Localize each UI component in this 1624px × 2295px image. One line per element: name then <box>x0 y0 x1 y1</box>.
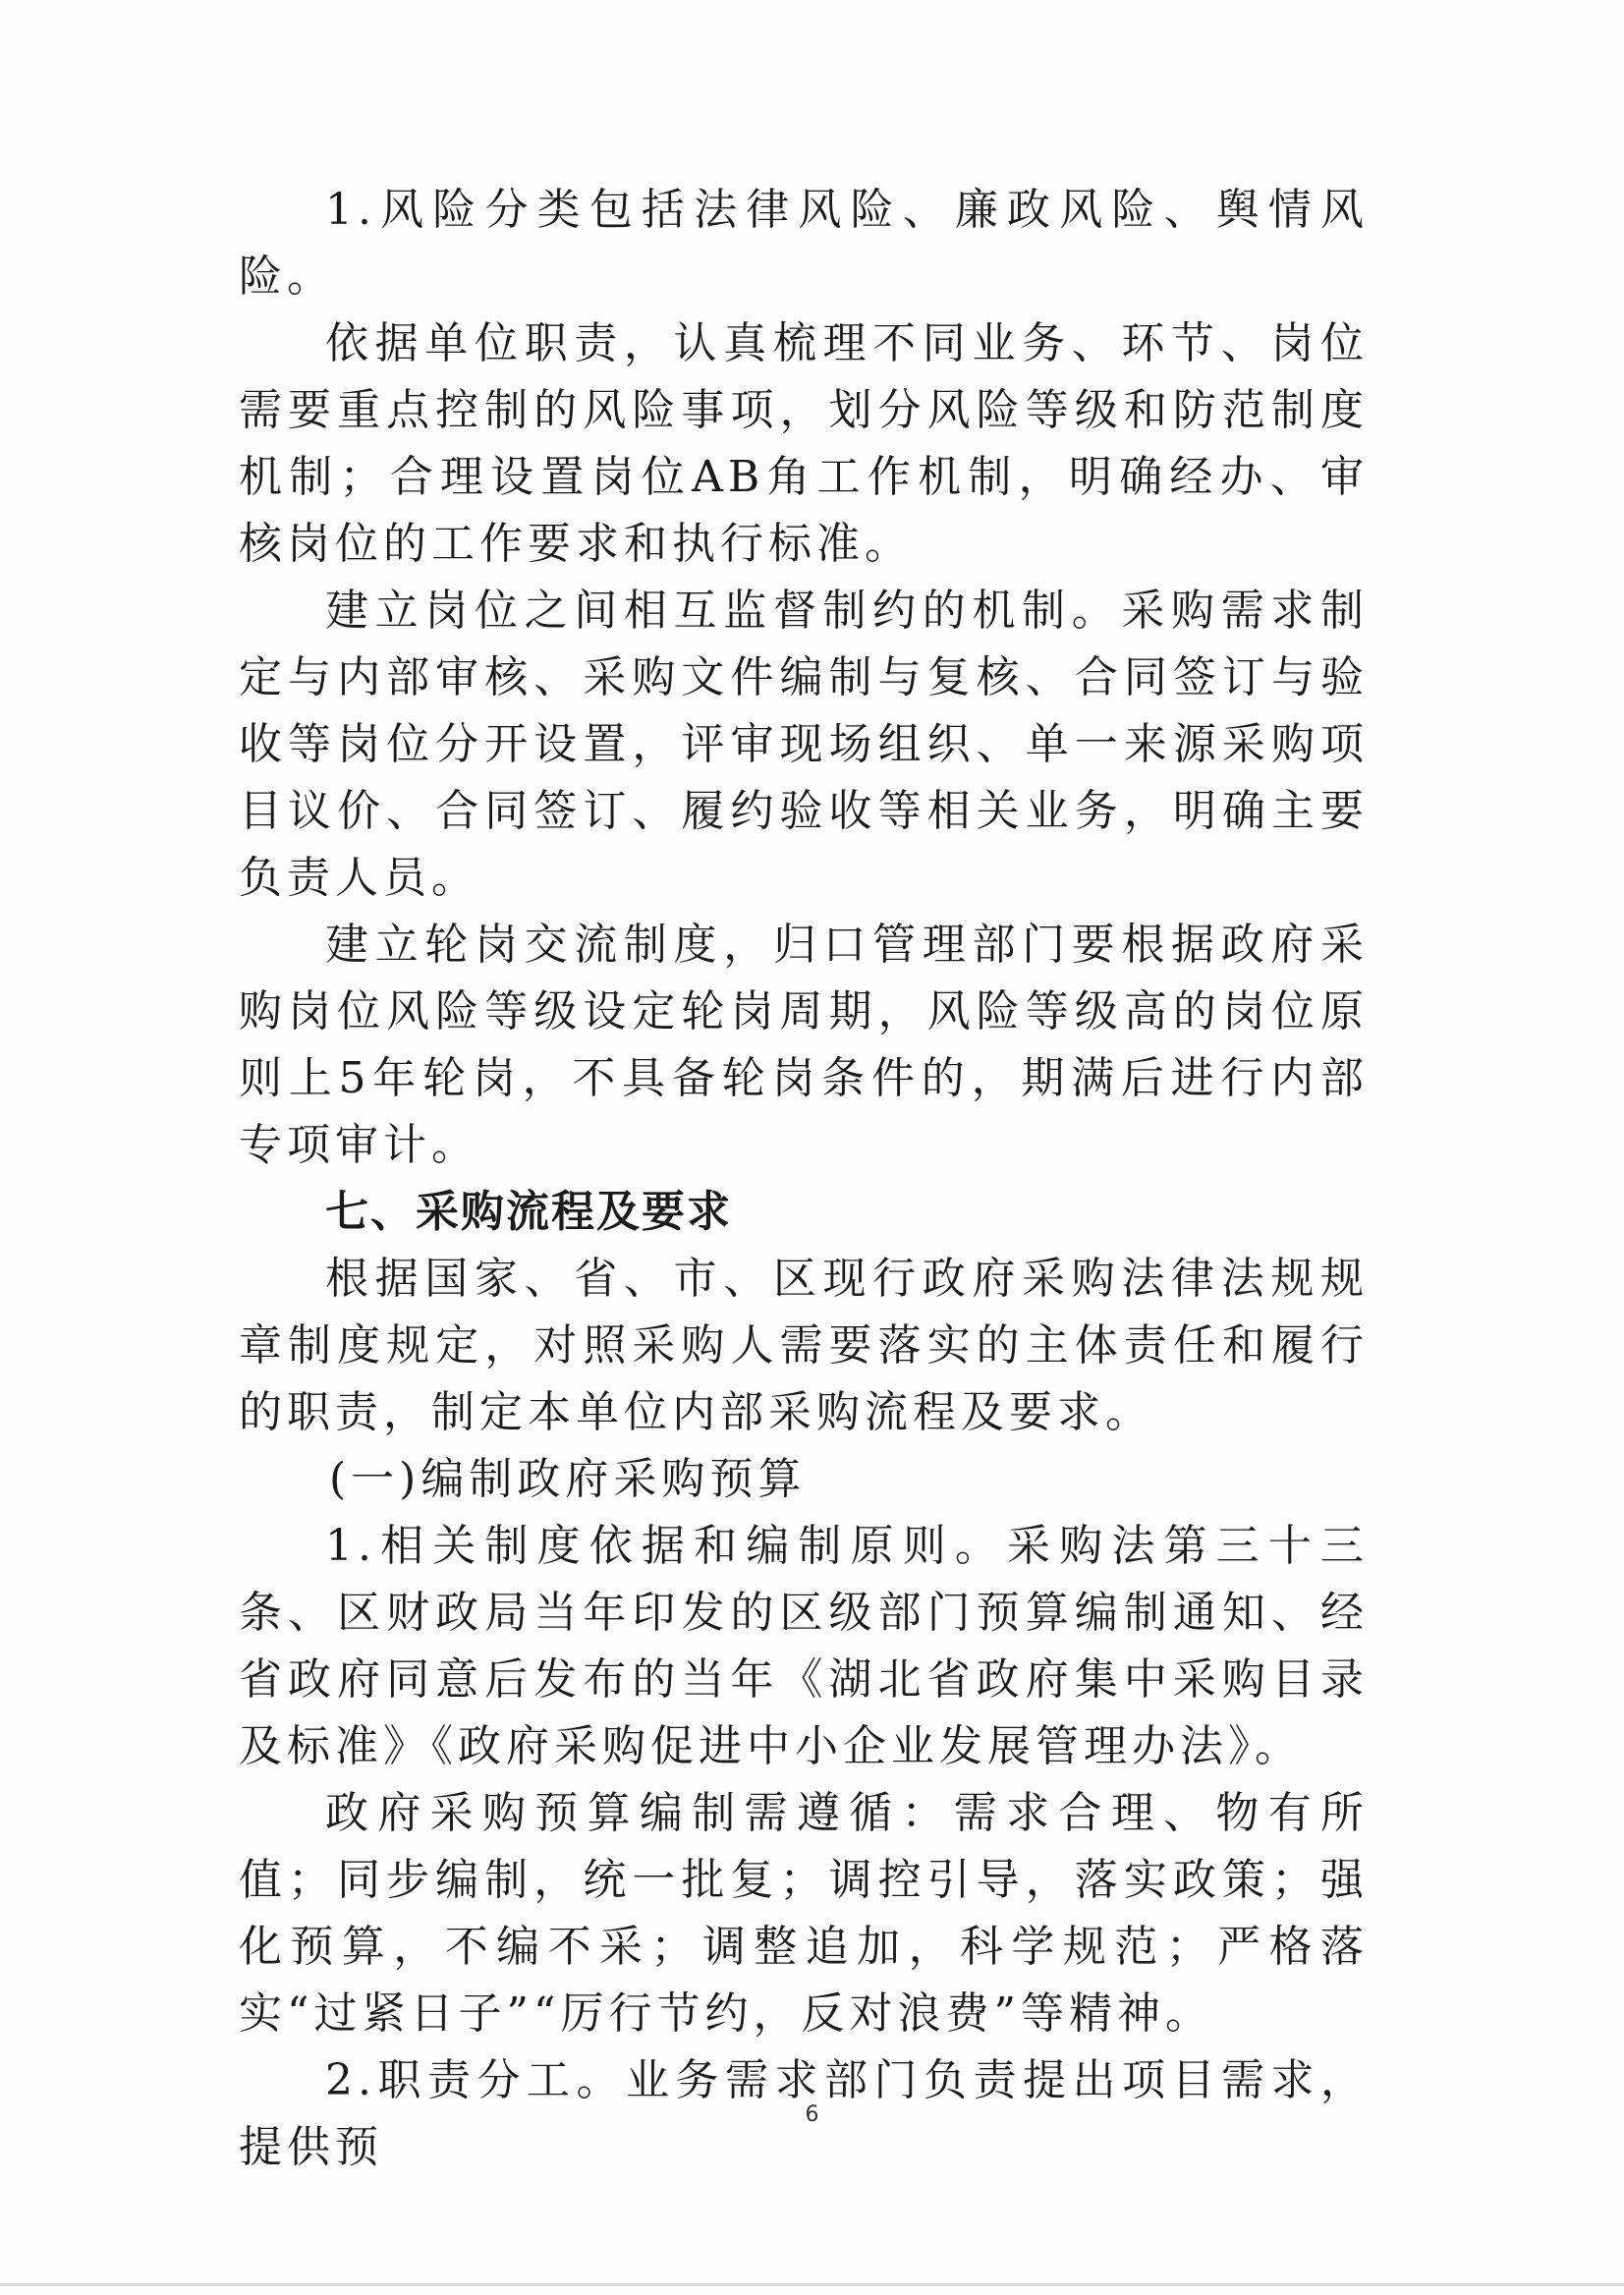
document-body <box>239 177 1369 2181</box>
paragraph-risk-control: 依据单位职责，认真梳理不同业务、环节、岗位需要重点控制的风险事项，划分风险等级和防范制度机制；合理设置岗位AB角工作机制，明确经办、审核岗位的工作要求和执行标准。 <box>239 318 1369 569</box>
subsection-heading-budget: (一)编制政府采购预算 <box>329 1454 807 1504</box>
paragraph-budget-basis: 1.相关制度依据和编制原则。采购法第三十三条、区财政局当年印发的区级部门预算编制通知、经省政府同意后发布的当年《湖北省政府集中采购目录及标准》《政府采购促进中小企业发展管理办法》。 <box>239 1521 1369 1771</box>
paragraph-procurement-basis: 根据国家、省、市、区现行政府采购法律法规规章制度规定，对照采购人需要落实的主体责任和履行的职责，制定本单位内部采购流程及要求。 <box>239 1254 1369 1437</box>
page-number: 6 <box>805 2102 819 2127</box>
paragraph-supervision-mechanism: 建立岗位之间相互监督制约的机制。采购需求制定与内部审核、采购文件编制与复核、合同签订与验收等岗位分开设置，评审现场组织、单一来源采购项目议价、合同签订、履约验收等相关业务，明确主要负责人员。 <box>239 586 1369 903</box>
scan-bottom-edge <box>0 2283 1624 2286</box>
paragraph-budget-principles: 政府采购预算编制需遵循：需求合理、物有所值；同步编制，统一批复；调控引导，落实政策；强化预算，不编不采；调整追加，科学规范；严格落实“过紧日子”“厉行节约，反对浪费”等精神。 <box>239 1788 1369 2039</box>
paragraph-responsibilities: 2.职责分工。业务需求部门负责提出项目需求，提供预 <box>239 2055 1369 2172</box>
paragraph-risk-categories: 1.风险分类包括法律风险、廉政风险、舆情风险。 <box>239 185 1369 302</box>
paragraph-job-rotation: 建立轮岗交流制度，归口管理部门要根据政府采购岗位风险等级设定轮岗周期，风险等级高的岗位原则上5年轮岗，不具备轮岗条件的，期满后进行内部专项审计。 <box>239 920 1369 1170</box>
section-heading-procurement-process: 七、采购流程及要求 <box>325 1187 732 1237</box>
